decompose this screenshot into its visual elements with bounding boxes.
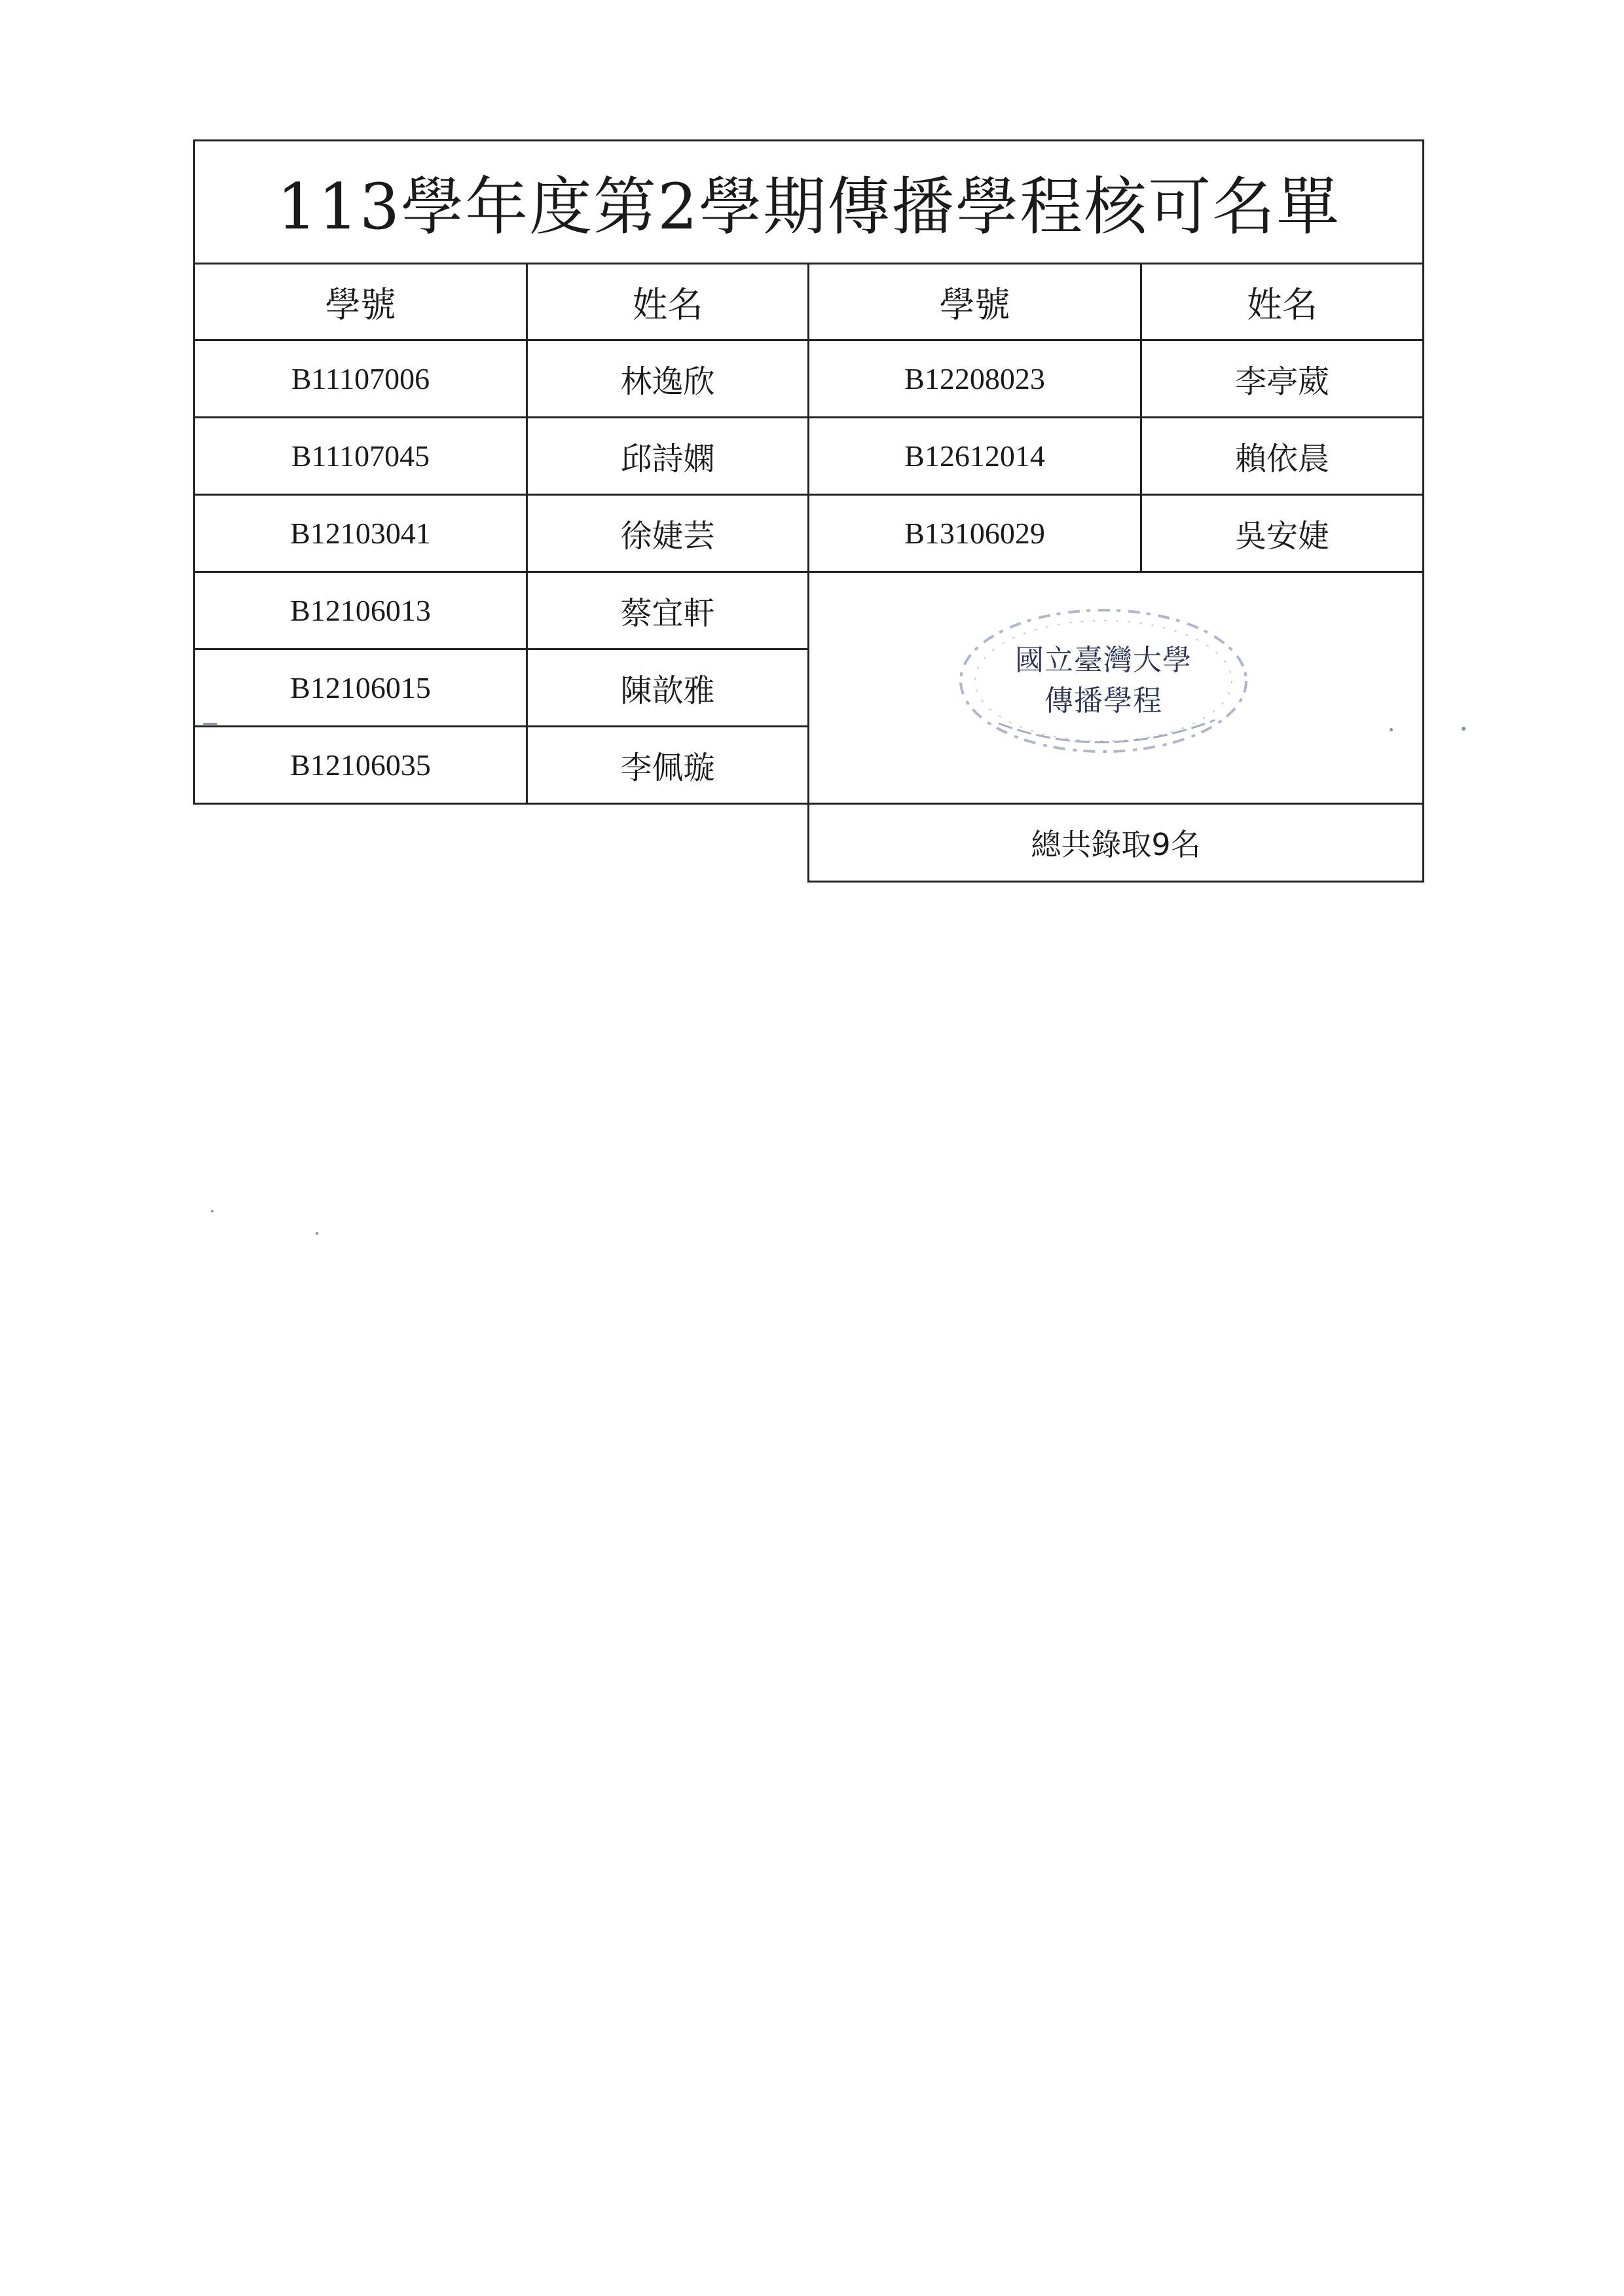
table-row-right-2-id: B12612014 xyxy=(807,416,1142,496)
table-row-left-4-name: 蔡宜軒 xyxy=(526,571,809,650)
table-row-right-3-id: B13106029 xyxy=(807,494,1142,573)
table-row-left-2-id: B11107045 xyxy=(193,416,528,496)
total-admitted: 總共錄取9名 xyxy=(807,803,1424,883)
table-row-right-1-id: B12208023 xyxy=(807,339,1142,418)
table-row-left-6-name: 李佩璇 xyxy=(526,725,809,805)
header-left-student-id: 學號 xyxy=(193,263,528,341)
table-row-left-4-id: B12106013 xyxy=(193,571,528,650)
scan-speck xyxy=(316,1232,318,1235)
scan-speck xyxy=(1390,728,1393,731)
table-row-left-3-name: 徐婕芸 xyxy=(526,494,809,573)
table-row-left-6-id: B12106035 xyxy=(193,725,528,805)
header-right-student-id: 學號 xyxy=(807,263,1142,341)
table-row-left-5-id: B12106015 xyxy=(193,648,528,727)
table-row-left-1-name: 林逸欣 xyxy=(526,339,809,418)
seal-text-line2: 傳播學程 xyxy=(1044,684,1162,718)
scan-speck xyxy=(1462,727,1466,731)
table-row-right-1-name: 李亭葳 xyxy=(1140,339,1424,418)
table-row-right-2-name: 賴依晨 xyxy=(1140,416,1424,496)
official-seal xyxy=(953,599,1254,763)
page-title: 113學年度第2學期傳播學程核可名單 xyxy=(193,139,1424,264)
table-row-left-3-id: B12103041 xyxy=(193,494,528,573)
scan-speck xyxy=(203,723,217,725)
table-row-left-5-name: 陳歆雅 xyxy=(526,648,809,727)
header-right-name: 姓名 xyxy=(1140,263,1424,341)
table-row-left-2-name: 邱詩嫻 xyxy=(526,416,809,496)
table-row-right-3-name: 吳安婕 xyxy=(1140,494,1424,573)
seal-text-line1: 國立臺灣大學 xyxy=(1015,644,1192,677)
scan-speck xyxy=(211,1210,213,1212)
table-row-left-1-id: B11107006 xyxy=(193,339,528,418)
header-left-name: 姓名 xyxy=(526,263,809,341)
